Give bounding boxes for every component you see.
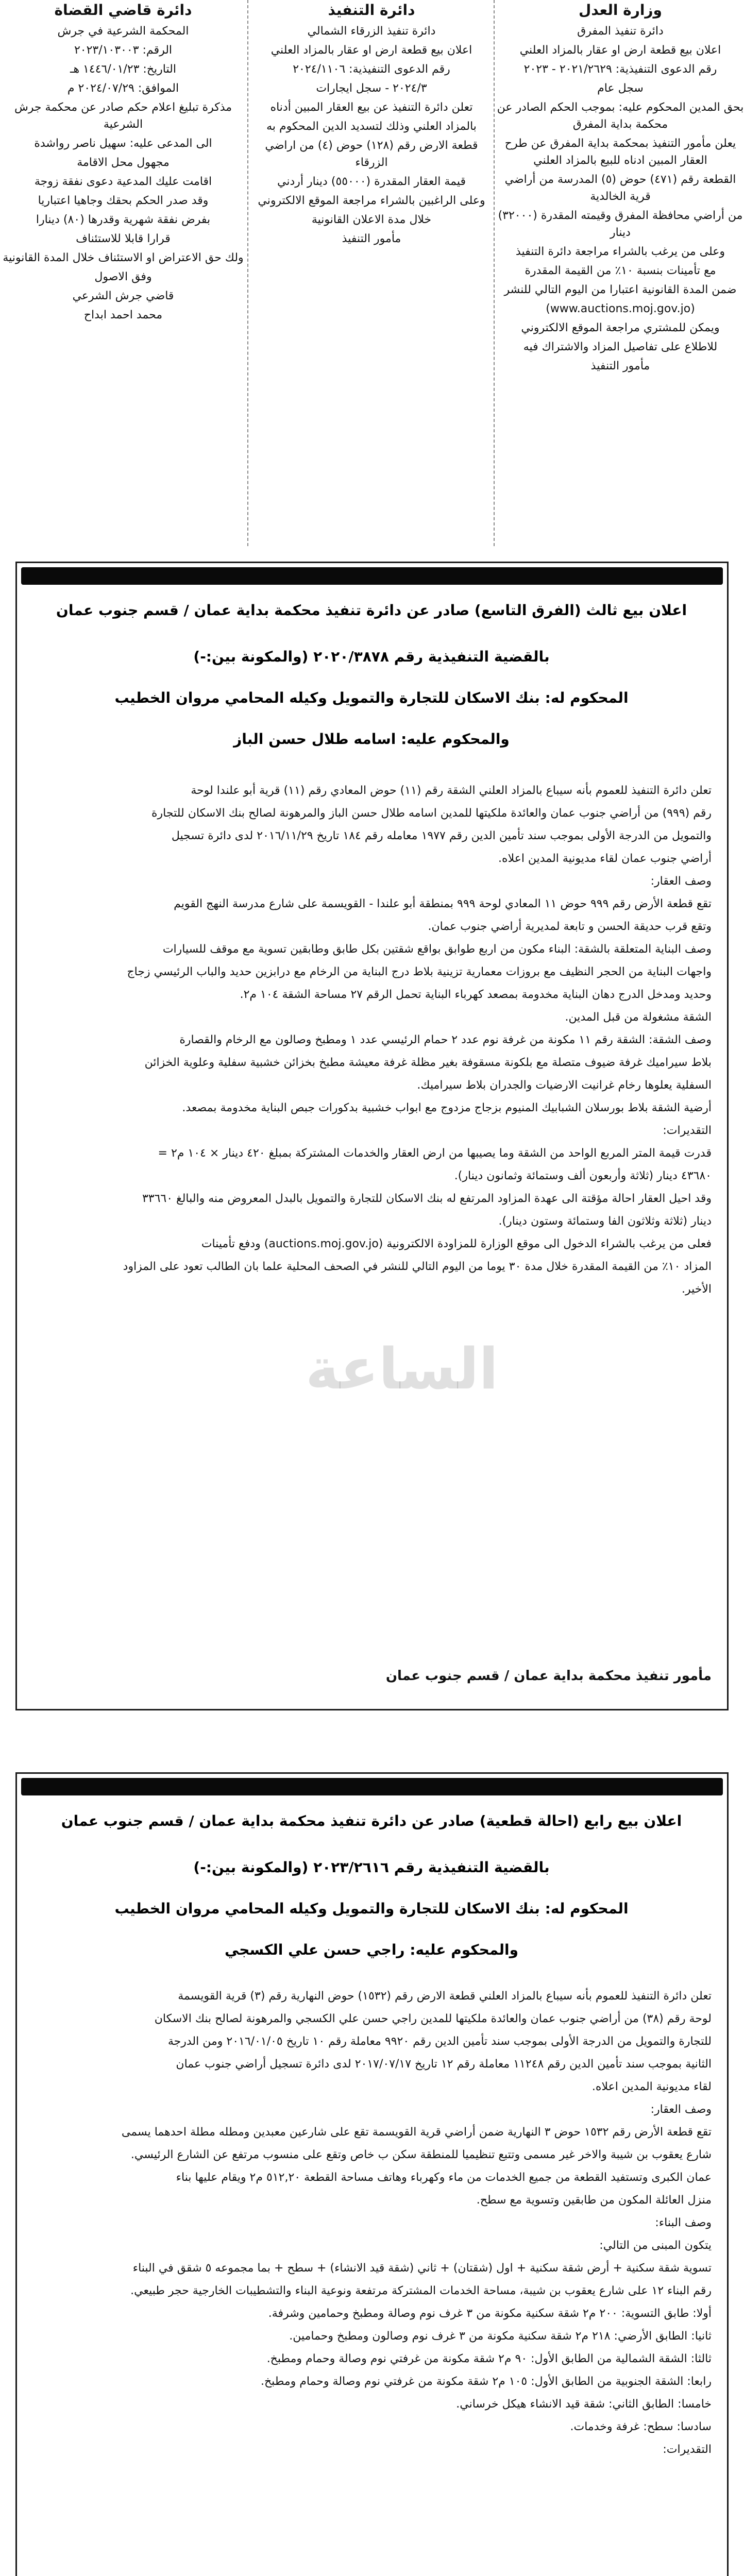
notice-column-jerash [0,0,246,546]
text-line: ويمكن للمشتري مراجعة الموقع الالكتروني [521,321,720,334]
text-line: مأمور التنفيذ [342,232,401,245]
notice-body [31,1985,712,2576]
text-line: اعلان بيع قطعة ارض او عقار بالمزاد العلني [519,44,721,57]
text-line: أرضية الشقة بلاط بورسلان الشبابيك المنيوم بزجاج مزدوج مع ابواب خشبية بدكورات جبص البناية مخدومة بمصعد. [182,1101,712,1114]
sale-notice-third [15,562,729,1710]
text-line: الموافق: ٢٠٢٤/٠٧/٢٩ م [67,82,179,95]
text-line: التقديرات: [663,1124,712,1137]
text-line: ولك حق الاعتراض او الاستئناف خلال المدة القانونية [3,251,244,264]
text-line: مأمور التنفيذ [590,360,650,372]
text-line: دائرة تنفيذ المفرق [577,25,664,38]
text-line: محمد احمد ابداح [83,309,163,321]
text-line: التقديرات: [663,2443,712,2456]
text-line: خامسا: الطابق الثاني: شقة قيد الانشاء هيكل خرساني. [456,2398,712,2411]
column-lines [250,23,493,247]
column-lines [0,23,246,324]
plaintiff: المحكوم له: بنك الاسكان للتجارة والتمويل وكيله المحامي مروان الخطيب [114,689,629,706]
text-line: وعلى من يرغب بالشراء مراجعة دائرة التنفيذ [515,245,725,258]
text-line: وفق الاصول [94,270,152,283]
text-line: للاطلاع على تفاصيل المزاد والاشتراك فيه [523,341,718,353]
text-line: رقم (٩٩٩) من أراضي جنوب عمان والعائدة ملكيتها للمدين اسامه طلال حسن الباز والمرهونة لصالح بنك الاسكان للتجارة [151,807,712,820]
text-line: والتمويل من الدرجة الأولى بموجب سند تأمين الدين رقم ١٩٧٧ معامله رقم ١٨٤ تاريخ ٢٠١٦/١١/٢٩ لدى دائرة تسجيل [171,829,712,842]
text-line: وحديد ومدخل الدرج دهان البناية مخدومة بمصعد كهرباء البناية تحمل الرقم ٢٧ مساحة الشقة ١٠٤ م٢. [240,988,712,1001]
text-line: لقاء مديونية المدين اعلاه. [591,2080,712,2093]
text-line: مذكرة تبليغ اعلام حكم صادر عن محكمة جرش الشرعية [14,101,232,131]
text-line: ٤٣٦٨٠ دينار (ثلاثة وأربعون ألف وستمائة وثمانون دينار). [454,1170,712,1182]
text-line: رقم الدعوى التنفيذية: ٢٠٢١/٢٦٢٩ - ٢٠٢٣ [523,63,717,76]
text-line: خلال مدة الاعلان القانونية [311,213,432,226]
text-line: قطعة الارض رقم (١٢٨) حوض (٤) من اراضي الزرقاء [265,139,478,169]
defendant: والمحكوم عليه: راجي حسن علي الكسجي [224,1941,519,1958]
text-line: المحكمة الشرعية في جرش [57,25,189,38]
text-line: واجهات البناية من الحجر النظيف مع بروزات معمارية تزينية بلاط درج البناية من الرخام مع درابزين حديد والباب الرئيسي زجاج [127,965,712,978]
text-line: سادسا: سطح: غرفة وخدمات. [570,2420,712,2433]
text-line: بلاط سيراميك غرفة ضيوف متصلة مع بلكونة مسقوفة بغير مظلة غرفة معيشة مطبخ بخزائن خشبية سفلية وعلوية الخزائن [144,1056,712,1069]
text-line: الرقم: ٢٠٢٣/١٠٣٠٠٣ [74,44,173,57]
text-line: تسوية شقة سكنية + أرض شقة سكنية + اول (شقتان) + ثاني (شقة قيد الانشاء) + سطح + بما مجموعه ٥ شقق في البناء [132,2262,712,2275]
text-line: أولا: طابق التسوية: ٢٠٠ م٢ شقة سكنية مكونة من ٣ غرف نوم وصالة ومطبخ وحمامين وشرفة. [268,2307,712,2320]
text-line: الثانية بموجب سند تأمين الدين رقم ١١٢٤٨ معاملة رقم ١٢ تاريخ ٢٠١٧/٠٧/١٧ لدى دائرة تسجيل أراضي جنوب عمان [176,2058,712,2071]
text-line: بالمزاد العلني وذلك لتسديد الدين المحكوم به [266,120,477,133]
text-line: منزل العائلة المكون من طابقين وتسوية مع سطح. [476,2194,712,2207]
text-line: وصف البناية المتعلقة بالشقة: البناء مكون من اربع طوابق بواقع شقتين بكل طابق وطابقين تسوية مع موقف للسيارات [162,943,712,956]
text-line: سجل عام [597,82,644,95]
text-line: الأخير. [681,1283,712,1296]
text-line: عمان الكبرى وتستفيد القطعة من جميع الخدمات من ماء وكهرباء وهاتف مساحة القطعة ٥١٢,٢٠ م٢ ويقام عليها بناء [176,2171,712,2184]
text-line: لوحة رقم (٣٨) من أراضي جنوب عمان والعائدة ملكيتها للمدين راجي حسن علي الكسجي والمرهونة لصالح بنك الاسكان [154,2012,712,2025]
text-line: يعلن مأمور التنفيذ بمحكمة بداية المفرق عن طرح العقار المبين ادناه للبيع بالمزاد العلني [504,137,736,167]
text-line: يتكون المبنى من التالي: [599,2239,712,2252]
text-line: اقامت عليك المدعية دعوى نفقة زوجة [34,175,212,188]
text-line: أراضي جنوب عمان لقاء مديونية المدين اعلاه. [498,852,712,865]
text-line: تعلن دائرة التنفيذ للعموم بأنه سيباع بالمزاد العلني قطعة الارض رقم (١٥٣٢) حوض النهارية رقم (٣) قرية القويسمة [178,1990,712,2003]
text-line: قاضي جرش الشرعي [72,290,174,302]
text-line: وصف العقار: [650,875,712,888]
text-line: قيمة العقار المقدرة (٥٥٠٠٠) دينار أردني [277,175,466,188]
text-line: وعلى الراغبين بالشراء مراجعة الموقع الالكتروني [258,194,485,207]
text-line: من أراضي محافظة المفرق وقيمته المقدرة (٣٢٠٠٠) دينار [498,209,743,239]
text-line: قرارا قابلا للاستئناف [76,232,171,245]
text-line: رابعا: الشقة الجنوبية من الطابق الأول: ١٠٥ م٢ شقة مكونة من غرفتي نوم وصالة وحمام ومطبخ. [260,2375,712,2388]
notice-header-bar [21,567,723,585]
notice-title: اعلان بيع ثالث (الفرق التاسع) صادر عن دائرة تنفيذ محكمة بداية عمان / قسم جنوب عمان [56,602,687,619]
text-line: الشقة مشغولة من قبل المدين. [565,1011,712,1024]
text-line: بحق المدين المحكوم عليه: بموجب الحكم الصادر عن محكمة بداية المفرق [497,101,744,131]
text-line: وتقع قرب حديقة الحسن و تابعة لمديرية أراضي جنوب عمان. [428,920,712,933]
plaintiff: المحكوم له: بنك الاسكان للتجارة والتمويل وكيله المحامي مروان الخطيب [114,1900,629,1917]
sale-notice-fourth [15,1772,729,2576]
text-line: تقع قطعة الأرض رقم ٩٩٩ حوض ١١ المعادي لوحة ٩٩٩ بمنطقة أبو علندا - القويسمة على شارع مدرسة النهج القويم [174,897,712,910]
text-line: القطعة رقم (٤٧١) حوض (٥) المدرسة من أراضي قرية الخالدية [504,173,736,203]
case-number: بالقضية التنفيذية رقم ٢٠٢٣/٢٦١٦ (والمكونة بين:-) [193,1859,550,1876]
text-line: مجهول محل الاقامة [77,156,170,169]
text-line: الى المدعى عليه: سهيل ناصر رواشدة [34,137,212,150]
notice-footer: مأمور تنفيذ محكمة بداية عمان / قسم جنوب عمان [385,1668,712,1684]
column-lines [497,23,744,375]
text-line: ٢٠٢٤/٣ - سجل ايجارات [316,82,427,95]
text-line: رقم البناء ١٢ على شارع يعقوب بن شيبة، مساحة الخدمات المشتركة مرتفعة ونوعية البناء والتشطيبات الخارجية حجر طبيعي. [130,2284,712,2297]
column-title: دائرة قاضي القضاة [54,2,192,19]
text-line: دينار (ثلاثة وثلاثون الفا وستمائة وستون دينار). [498,1215,712,1228]
column-title: وزارة العدل [579,2,662,19]
text-line: رقم الدعوى التنفيذية: ٢٠٢٤/١١٠٦ [293,63,450,76]
text-line: وصف البناء: [655,2216,712,2229]
text-line: ثالثا: الشقة الشمالية من الطابق الأول: ٩٠ م٢ شقة مكونة من غرفتي نوم وصالة وحمام ومطبخ. [266,2352,712,2365]
notice-header-bar [21,1778,723,1795]
text-line: السفلية يعلوها رخام غرانيت الارضيات والجدران بلاط سيراميك. [417,1079,712,1092]
column-divider [247,0,248,546]
notice-column-zarqa [250,0,493,546]
text-line: قدرت قيمة المتر المربع الواحد من الشقة وما يصيبها من ارض العقار والخدمات المشتركة بمبلغ ٤٢٠ دينار × ١٠٤ م٢ = [158,1147,712,1160]
text-line: ضمن المدة القانونية اعتبارا من اليوم التالي للنشر [504,283,737,296]
text-line: وصف العقار: [650,2103,712,2116]
text-line: التاريخ: ١٤٤٦/٠١/٢٣ هـ [70,63,176,76]
notice-column-mafraq [497,0,744,546]
watermark: الساعة [306,1336,499,1402]
column-divider [494,0,495,546]
text-line: دائرة تنفيذ الزرقاء الشمالي [307,25,436,38]
text-line: وقد احيل العقار احالة مؤقتة الى عهدة المزاود المرتفع له بنك الاسكان للتجارة والتمويل بالبدل المعروض منه والبالغ ٣٣٦٦٠ [142,1192,712,1205]
notice-title: اعلان بيع رابع (احالة قطعية) صادر عن دائرة تنفيذ محكمة بداية عمان / قسم جنوب عمان [61,1812,682,1829]
case-number: بالقضية التنفيذية رقم ٢٠٢٠/٣٨٧٨ (والمكونة بين:-) [193,648,550,665]
column-title: دائرة التنفيذ [328,2,415,19]
notice-body [31,779,712,1645]
text-line: بفرض نفقة شهرية وقدرها (٨٠) دينارا [36,213,211,226]
text-line: للتجارة والتمويل من الدرجة الأولى بموجب سند تأمين الدين رقم ٩٩٢٠ معاملة رقم ١٠ تاريخ ٢٠١٦/٠١/٠٥ ومن الدرجة [167,2035,712,2048]
text-line: وصف الشقة: الشقة رقم ١١ مكونة من غرفة نوم عدد ٢ حمام الرئيسي عدد ١ ومطبخ وصالون مع الرخام والقصارة [179,1033,712,1046]
text-line: تقع قطعة الأرض رقم ١٥٣٢ حوض ٣ النهارية ضمن أراضي قرية القويسمة تقع على شارعين معبدين ومطله مطلة احدهما يسمى [121,2126,712,2139]
text-line: وقد صدر الحكم بحقك وجاهيا اعتباريا [38,194,209,207]
text-line: تعلن دائرة التنفيذ للعموم بأنه سيباع بالمزاد العلني الشقة رقم (١١) حوض المعادي رقم (١١) قرية أبو علندا لوحة [191,784,712,797]
text-line: المزاد ١٠٪ من القيمة المقدرة خلال مدة ٣٠ يوما من اليوم التالي للنشر في الصحف المحلية علما بان الطالب تعود على المزاود [123,1260,712,1273]
text-line: تعلن دائرة التنفيذ عن بيع العقار المبين أدناه [270,101,473,114]
text-line: ثانيا: الطابق الأرضي: ٢١٨ م٢ شقة سكنية مكونة من ٣ غرف نوم وصالون ومطبخ وحمامين. [289,2330,712,2343]
defendant: والمحكوم عليه: اسامه طلال حسن الباز [233,731,510,748]
text-line: شارع يعقوب بن شيبة والاخر غير مسمى وتتبع تنظيميا للمنطقة سكن ب خاص وتقع على منسوب مرتفع عن الشارع الرئيسي. [130,2148,712,2161]
text-line: اعلان بيع قطعة ارض او عقار بالمزاد العلني [270,44,472,57]
text-line: فعلى من يرغب بالشراء الدخول الى موقع الوزارة للمزاودة الالكترونية (auctions.moj.gov.jo) ودفع تأمينات [201,1238,712,1250]
text-line: (www.auctions.moj.gov.jo) [546,302,695,315]
text-line: مع تأمينات بنسبة ١٠٪ من القيمة المقدرة [525,264,716,277]
